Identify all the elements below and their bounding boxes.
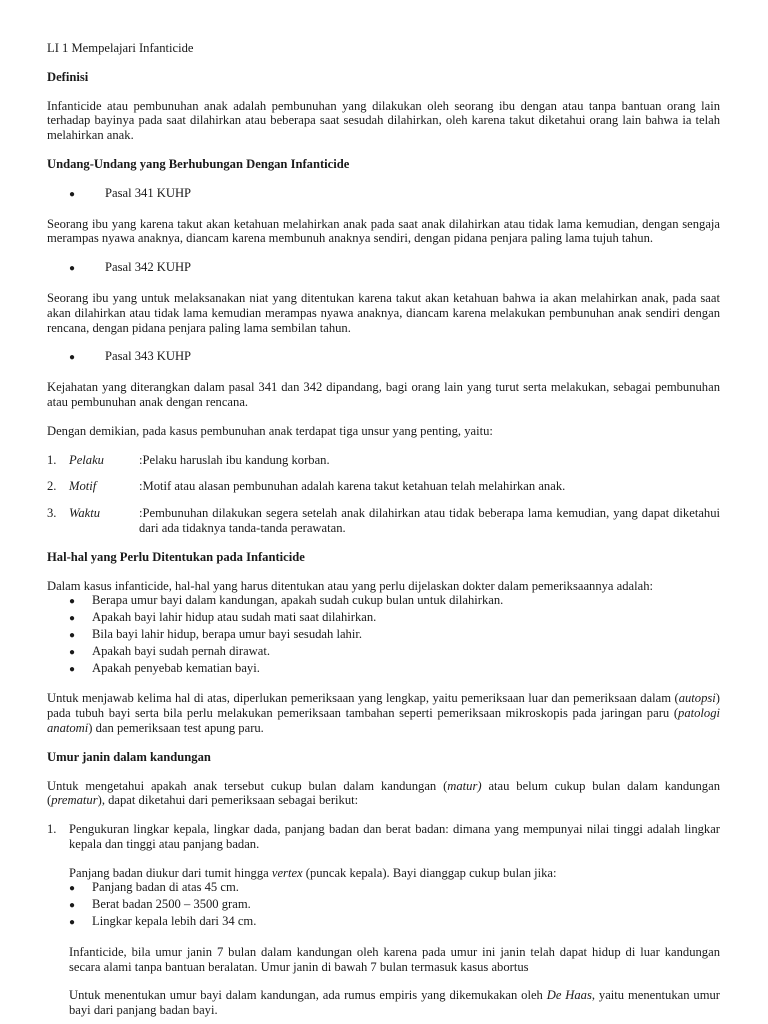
bullet-icon: ● <box>69 663 76 675</box>
document-title: LI 1 Mempelajari Infanticide <box>47 41 194 55</box>
list-item: ● Lingkar kepala lebih dari 34 cm. <box>69 914 720 931</box>
unsur-item <box>47 506 720 536</box>
paragraph-infanticide-umur: Infanticide, bila umur janin 7 bulan dalam kandungan oleh karena pada umur ini janin telah dapat hidup di luar kandungan secara alami tanpa bantuan beralatan. Umur janin di bawah 7 bulan termasuk kasus abortus <box>69 944 720 974</box>
unsur-list <box>47 453 720 536</box>
item-text: Pengukuran lingkar kepala, lingkar dada, panjang badan dan berat badan: dimana yang mempunyai nilai tinggi adalah lingkar kepala dan tinggi atau panjang badan. <box>69 822 720 851</box>
pasal-343-label: Pasal 343 KUHP <box>105 349 192 364</box>
bullet-pasal-341 <box>47 186 720 203</box>
hal-list <box>47 593 720 677</box>
unsur-desc: :Motif atau alasan pembunuhan adalah karena takut ketahuan telah melahirkan anak. <box>139 479 566 494</box>
pengukuran-details <box>47 866 720 1018</box>
bullet-icon: ● <box>69 883 76 895</box>
unsur-number: 2. <box>47 479 57 494</box>
heading-undang-undang: Undang-Undang yang Berhubungan Dengan Infanticide <box>47 156 350 171</box>
heading-umur-janin: Umur janin dalam kandungan <box>47 749 211 764</box>
unsur-item <box>47 453 720 468</box>
list-item: ● Apakah penyebab kematian bayi. <box>47 661 720 678</box>
unsur-term: Motif <box>69 479 97 494</box>
unsur-item <box>47 479 720 494</box>
paragraph-panjang-badan: Panjang badan diukur dari tumit hingga vertex (puncak kepala). Bayi dianggap cukup bulan jika: <box>69 865 557 880</box>
heading-definisi: Definisi <box>47 69 89 84</box>
list-item: ● Bila bayi lahir hidup, berapa umur bayi sesudah lahir. <box>47 627 720 644</box>
paragraph-pemeriksaan: Untuk menjawab kelima hal di atas, diperlukan pemeriksaan yang lengkap, yaitu pemeriksaan luar dan pemeriksaan dalam (autopsi) pada tubuh bayi serta bila perlu melakukan pemeriksaan tambahan seperti pemeriksaan mikroskopis pada jaringan paru (patologi anatomi) dan pemeriksaan test apung paru. <box>47 691 720 735</box>
list-item: ● Apakah bayi lahir hidup atau sudah mati saat dilahirkan. <box>47 610 720 627</box>
paragraph-pasal-342: Seorang ibu yang untuk melaksanakan niat yang ditentukan karena takut akan ketahuan bahwa ia akan melahirkan anak, pada saat akan dilahirkan atau tidak lama kemudian merampas nyawa anaknya, diancam karena melakukan pembunuhan anak sendiri dengan rencana, dengan pidana penjara paling lama sembilan tahun. <box>47 290 720 335</box>
unsur-desc: :Pembunuhan dilakukan segera setelah anak dilahirkan atau tidak beberapa lama kemudian, yang dapat diketahui dari ada tidaknya tanda-tanda perawatan. <box>139 506 720 535</box>
bullet-icon: ● <box>69 917 76 929</box>
pasal-342-label: Pasal 342 KUHP <box>105 260 192 275</box>
bullet-icon: ● <box>69 613 76 625</box>
bullet-icon: ● <box>69 596 76 608</box>
unsur-number: 1. <box>47 452 57 467</box>
bullet-icon: ● <box>69 900 76 912</box>
heading-hal-hal: Hal-hal yang Perlu Ditentukan pada Infanticide <box>47 549 305 564</box>
list-item: ● Berapa umur bayi dalam kandungan, apakah sudah cukup bulan untuk dilahirkan. <box>47 593 720 610</box>
bullet-pasal-343 <box>47 349 720 366</box>
paragraph-de-haas: Untuk menentukan umur bayi dalam kandungan, ada rumus empiris yang dikemukakan oleh De Haas, yaitu menentukan umur bayi dari panjang badan bayi. <box>69 988 720 1018</box>
list-item: ● Panjang badan di atas 45 cm. <box>69 880 720 897</box>
unsur-term: Pelaku <box>69 452 104 467</box>
bullet-icon: ● <box>69 188 76 200</box>
bullet-icon: ● <box>69 646 76 658</box>
list-item: ● Apakah bayi sudah pernah dirawat. <box>47 644 720 661</box>
unsur-desc: :Pelaku haruslah ibu kandung korban. <box>139 452 330 467</box>
list-item: ● Berat badan 2500 – 3500 gram. <box>69 897 720 914</box>
paragraph-pasal-343: Kejahatan yang diterangkan dalam pasal 341 dan 342 dipandang, bagi orang lain yang turut serta melakukan, sebagai pembunuhan atau pembunuhan anak dengan rencana. <box>47 380 720 409</box>
paragraph-hal-intro: Dalam kasus infanticide, hal-hal yang harus ditentukan atau yang perlu dijelaskan dokter dalam pemeriksaannya adalah: <box>47 578 654 593</box>
paragraph-umur-janin: Untuk mengetahui apakah anak tersebut cukup bulan dalam kandungan (matur) atau belum cukup bulan dalam kandungan (prematur), dapat diketahui dari pemeriksaan sebagai berikut: <box>47 778 720 808</box>
pasal-341-label: Pasal 341 KUHP <box>105 185 192 200</box>
unsur-term: Waktu <box>69 506 101 521</box>
unsur-number: 3. <box>47 506 57 521</box>
bullet-pasal-342 <box>47 260 720 277</box>
item-number: 1. <box>47 822 57 837</box>
paragraph-unsur: Dengan demikian, pada kasus pembunuhan anak terdapat tiga unsur yang penting, yaitu: <box>47 423 493 438</box>
cukup-bulan-list <box>69 880 720 930</box>
bullet-icon: ● <box>69 263 76 275</box>
paragraph-pasal-341: Seorang ibu yang karena takut akan ketahuan melahirkan anak pada saat anak dilahirkan atau tidak lama kemudian, dengan sengaja merampas nyawa anaknya, diancam karena membunuh anaknya sendiri, dengan pidana penjara paling lama tujuh tahun. <box>47 216 720 246</box>
bullet-icon: ● <box>69 629 76 641</box>
pengukuran-item <box>47 822 720 852</box>
paragraph-definisi: Infanticide atau pembunuhan anak adalah pembunuhan yang dilakukan oleh seorang ibu dengan atau tanpa bantuan orang lain terhadap bayinya pada saat dilahirkan atau beberapa saat sesudah dilahirkan, oleh karena takut diketahui orang lain bahwa ia telah melahirkan anak. <box>47 98 720 143</box>
bullet-icon: ● <box>69 352 76 364</box>
